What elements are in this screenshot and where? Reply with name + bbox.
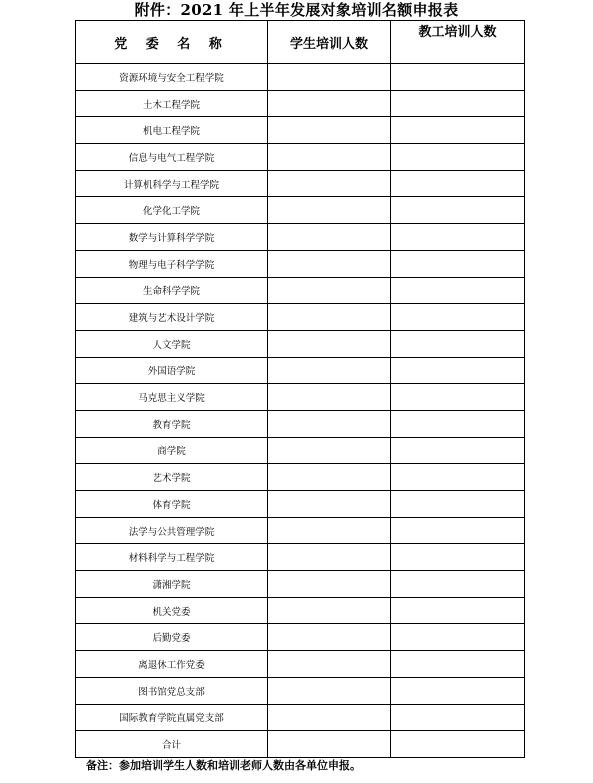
table-row	[76, 144, 525, 171]
student-count-cell[interactable]	[268, 491, 391, 518]
student-count-cell[interactable]	[268, 517, 391, 544]
staff-count-cell[interactable]	[391, 250, 525, 277]
committee-name-cell: 土木工程学院	[76, 90, 268, 117]
committee-name-cell: 艺术学院	[76, 464, 268, 491]
staff-count-cell[interactable]	[391, 704, 525, 731]
committee-name-cell: 机关党委	[76, 597, 268, 624]
table-row	[76, 250, 525, 277]
committee-name-cell: 物理与电子科学学院	[76, 250, 268, 277]
table-row	[76, 677, 525, 704]
staff-count-cell[interactable]	[391, 330, 525, 357]
student-count-cell[interactable]	[268, 677, 391, 704]
committee-name-cell: 计算机科学与工程学院	[76, 170, 268, 197]
student-count-cell[interactable]	[268, 571, 391, 598]
student-count-cell[interactable]	[268, 250, 391, 277]
staff-count-cell[interactable]	[391, 464, 525, 491]
table-row	[76, 731, 525, 758]
student-count-cell[interactable]	[268, 651, 391, 678]
staff-count-cell[interactable]	[391, 357, 525, 384]
table-row	[76, 517, 525, 544]
staff-count-cell[interactable]	[391, 651, 525, 678]
committee-name-cell: 化学化工学院	[76, 197, 268, 224]
staff-count-cell[interactable]	[391, 224, 525, 251]
committee-name-cell: 图书馆党总支部	[76, 677, 268, 704]
header-committee-name: 党 委 名 称	[76, 21, 268, 64]
table-row	[76, 197, 525, 224]
table-row	[76, 464, 525, 491]
table-row	[76, 651, 525, 678]
staff-count-cell[interactable]	[391, 277, 525, 304]
committee-name-cell: 马克思主义学院	[76, 384, 268, 411]
staff-count-cell[interactable]	[391, 197, 525, 224]
table-row	[76, 90, 525, 117]
committee-name-cell: 数学与计算科学学院	[76, 224, 268, 251]
table-row	[76, 571, 525, 598]
committee-name-cell: 建筑与艺术设计学院	[76, 304, 268, 331]
table-row	[76, 704, 525, 731]
staff-count-cell[interactable]	[391, 731, 525, 758]
committee-name-cell: 离退休工作党委	[76, 651, 268, 678]
student-count-cell[interactable]	[268, 90, 391, 117]
committee-name-cell: 商学院	[76, 437, 268, 464]
committee-name-cell: 合计	[76, 731, 268, 758]
student-count-cell[interactable]	[268, 330, 391, 357]
table-header-row	[76, 21, 525, 64]
staff-count-cell[interactable]	[391, 304, 525, 331]
committee-name-cell: 国际教育学院直属党支部	[76, 704, 268, 731]
student-count-cell[interactable]	[268, 731, 391, 758]
committee-name-cell: 信息与电气工程学院	[76, 144, 268, 171]
table-row	[76, 304, 525, 331]
staff-count-cell[interactable]	[391, 384, 525, 411]
committee-name-cell: 外国语学院	[76, 357, 268, 384]
header-staff-count: 教工培训人数	[391, 21, 525, 64]
student-count-cell[interactable]	[268, 437, 391, 464]
student-count-cell[interactable]	[268, 224, 391, 251]
staff-count-cell[interactable]	[391, 517, 525, 544]
committee-name-cell: 教育学院	[76, 410, 268, 437]
committee-name-cell: 法学与公共管理学院	[76, 517, 268, 544]
staff-count-cell[interactable]	[391, 410, 525, 437]
table-row	[76, 491, 525, 518]
table-row	[76, 277, 525, 304]
student-count-cell[interactable]	[268, 464, 391, 491]
student-count-cell[interactable]	[268, 304, 391, 331]
table-body	[76, 64, 525, 758]
student-count-cell[interactable]	[268, 197, 391, 224]
student-count-cell[interactable]	[268, 170, 391, 197]
table-row	[76, 170, 525, 197]
staff-count-cell[interactable]	[391, 144, 525, 171]
table-row	[76, 117, 525, 144]
student-count-cell[interactable]	[268, 704, 391, 731]
table-row	[76, 437, 525, 464]
table-row	[76, 357, 525, 384]
student-count-cell[interactable]	[268, 624, 391, 651]
document-title: 附件：2021 年上半年发展对象培训名额申报表	[134, 1, 459, 19]
table-row	[76, 384, 525, 411]
footnote: 备注：参加培训学生人数和培训老师人数由各单位申报。	[86, 759, 361, 772]
committee-name-cell: 机电工程学院	[76, 117, 268, 144]
student-count-cell[interactable]	[268, 410, 391, 437]
table-row	[76, 410, 525, 437]
table-row	[76, 224, 525, 251]
staff-count-cell[interactable]	[391, 64, 525, 91]
committee-name-cell: 生命科学学院	[76, 277, 268, 304]
committee-name-cell: 体育学院	[76, 491, 268, 518]
student-count-cell[interactable]	[268, 384, 391, 411]
staff-count-cell[interactable]	[391, 437, 525, 464]
staff-count-cell[interactable]	[391, 117, 525, 144]
staff-count-cell[interactable]	[391, 170, 525, 197]
student-count-cell[interactable]	[268, 544, 391, 571]
student-count-cell[interactable]	[268, 357, 391, 384]
committee-name-cell: 人文学院	[76, 330, 268, 357]
staff-count-cell[interactable]	[391, 624, 525, 651]
staff-count-cell[interactable]	[391, 90, 525, 117]
staff-count-cell[interactable]	[391, 571, 525, 598]
student-count-cell[interactable]	[268, 597, 391, 624]
header-student-count: 学生培训人数	[268, 21, 391, 64]
table-row	[76, 597, 525, 624]
committee-name-cell: 潇湘学院	[76, 571, 268, 598]
student-count-cell[interactable]	[268, 277, 391, 304]
table-row	[76, 64, 525, 91]
table-row	[76, 624, 525, 651]
table-row	[76, 544, 525, 571]
committee-name-cell: 后勤党委	[76, 624, 268, 651]
staff-count-cell[interactable]	[391, 677, 525, 704]
staff-count-cell[interactable]	[391, 491, 525, 518]
student-count-cell[interactable]	[268, 144, 391, 171]
staff-count-cell[interactable]	[391, 544, 525, 571]
table-row	[76, 330, 525, 357]
quota-table	[75, 20, 525, 758]
staff-count-cell[interactable]	[391, 597, 525, 624]
student-count-cell[interactable]	[268, 117, 391, 144]
committee-name-cell: 材料科学与工程学院	[76, 544, 268, 571]
student-count-cell[interactable]	[268, 64, 391, 91]
committee-name-cell: 资源环境与安全工程学院	[76, 64, 268, 91]
